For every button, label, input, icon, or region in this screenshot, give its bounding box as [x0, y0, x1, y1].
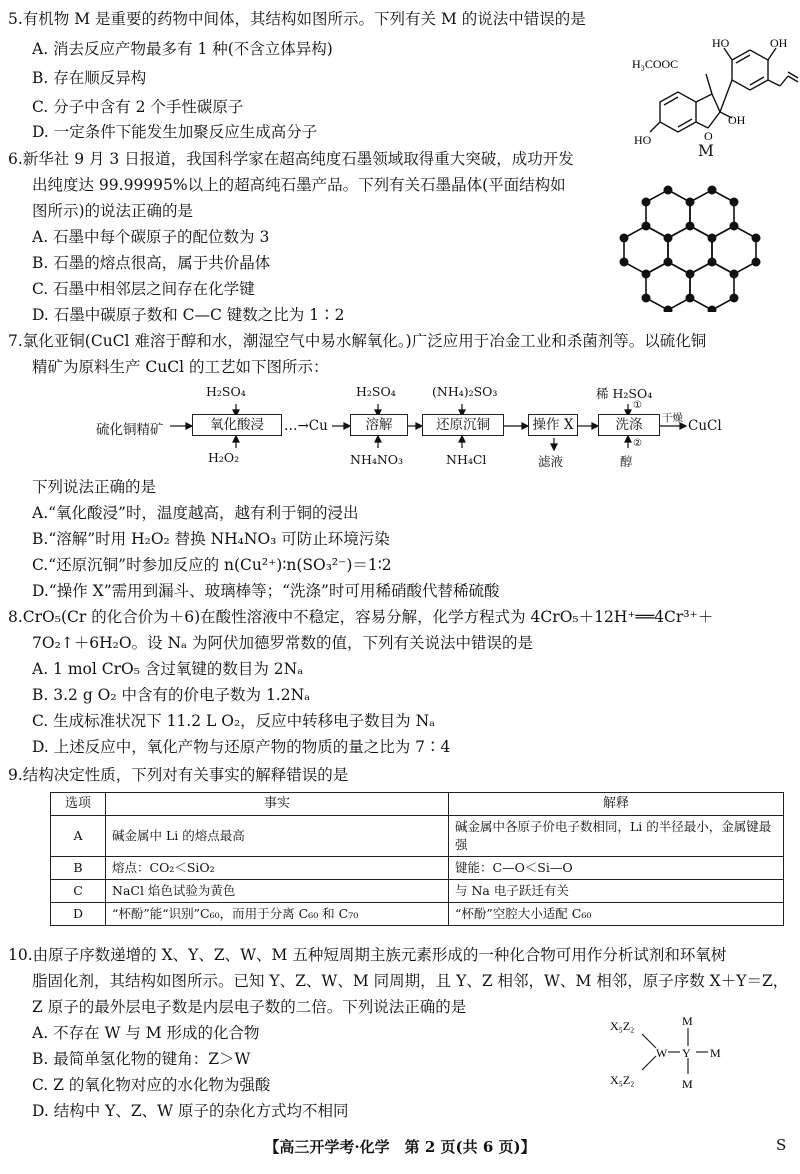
- flow-step-2: ②: [633, 438, 642, 449]
- flow-b1-top: H₂SO₄: [206, 384, 246, 399]
- q8-option-a: A. 1 mol CrO₅ 含过氧键的数目为 2Nₐ: [32, 660, 304, 678]
- q10-xz-top: X₅Z₂: [610, 1019, 635, 1033]
- table-header-row: [51, 793, 784, 816]
- row-explanation: “杯酚”空腔大小适配 C₆₀: [449, 903, 784, 926]
- q7-lead: 下列说法正确的是: [32, 478, 157, 496]
- q9-table: [50, 792, 784, 926]
- q6-stem-line2: 出纯度达 99.99995%以上的超高纯石墨产品。下列有关石墨晶体(平面结构如: [32, 176, 566, 194]
- q8-stem-line2: 7O₂↑＋6H₂O。设 Nₐ 为阿伏加德罗常数的值，下列有关说法中错误的是: [32, 634, 533, 652]
- m-label-g6: HO: [634, 133, 652, 147]
- q6-option-d: D. 石墨中碳原子数和 C—C 键数之比为 1∶2: [32, 306, 345, 324]
- q6-option-a: A. 石墨中每个碳原子的配位数为 3: [32, 228, 270, 246]
- q10-y: Y: [682, 1046, 691, 1060]
- flow-b3-bottom: NH₄Cl: [446, 452, 487, 467]
- flow-step-1: ①: [633, 400, 642, 411]
- row-explanation: 碱金属中各原子价电子数相同，Li 的半径最小，金属键最强: [449, 816, 784, 857]
- table-row: [51, 857, 784, 880]
- flow-b1-bottom: H₂O₂: [208, 450, 240, 465]
- m-label-g5: O: [704, 129, 713, 143]
- flow-b3-top: (NH₄)₂SO₃: [432, 384, 498, 399]
- table-row: [51, 903, 784, 926]
- row-option: D: [51, 903, 106, 926]
- q7-stem-line2: 精矿为原料生产 CuCl 的工艺如下图所示：: [32, 358, 329, 376]
- row-fact: 熔点：CO₂＜SiO₂: [106, 857, 449, 880]
- row-option: B: [51, 857, 106, 880]
- q8-option-d: D. 上述反应中，氧化产物与还原产物的物质的量之比为 7∶4: [32, 738, 451, 756]
- q8-option-c: C. 生成标准状况下 11.2 L O₂，反应中转移电子数目为 Nₐ: [32, 712, 436, 730]
- m-label-g4: OH: [728, 113, 746, 127]
- row-option: C: [51, 880, 106, 903]
- q6-stem-line3: 图所示)的说法正确的是: [32, 202, 194, 220]
- row-explanation: 键能：C—O＜Si—O: [449, 857, 784, 880]
- row-option: A: [51, 816, 106, 857]
- page-corner-mark: S: [776, 1136, 787, 1154]
- row-fact: 碱金属中 Li 的熔点最高: [106, 816, 449, 857]
- q8-stem-line1: 8.CrO₅(Cr 的化合价为＋6)在酸性溶液中不稳定，容易分解，化学方程式为 4CrO₅＋12H⁺══4Cr³⁺＋: [8, 608, 714, 626]
- col-header-fact: 事实: [106, 793, 449, 816]
- table-row: [51, 816, 784, 857]
- m-label-g1: HO: [712, 36, 730, 50]
- row-explanation: 与 Na 电子跃迁有关: [449, 880, 784, 903]
- q5-stem: 5.有机物 M 是重要的药物中间体，其结构如图所示。下列有关 M 的说法中错误的是: [8, 10, 586, 28]
- col-header-explanation: 解释: [449, 793, 784, 816]
- table-row: [51, 880, 784, 903]
- q9-stem: 9.结构决定性质，下列对有关事实的解释错误的是: [8, 766, 349, 784]
- flow-dry: 干燥: [662, 412, 683, 424]
- q10-structure: [610, 1012, 770, 1092]
- m-label-g2: OH: [770, 36, 788, 50]
- flow-b2-bottom: NH₄NO₃: [350, 452, 404, 467]
- flow-end: CuCl: [688, 418, 722, 434]
- q5-option-a: A. 消去反应产物最多有 1 种(不含立体异构): [32, 40, 333, 58]
- q10-xz-bottom: X₅Z₂: [610, 1073, 635, 1087]
- flow-box-wash: 洗涤: [598, 414, 660, 436]
- flow-b2-top: H₂SO₄: [356, 384, 396, 399]
- q7-option-a: A.“氧化酸浸”时，温度越高，越有利于铜的浸出: [32, 504, 359, 522]
- page-footer: 【高三开学考·化学 第 2 页(共 6 页)】: [264, 1138, 536, 1156]
- flow-b5-top: 稀 H₂SO₄: [596, 386, 653, 401]
- flow-box-oxidation-leach: 氧化酸浸: [192, 414, 282, 436]
- flow-b4-bottom: 滤液: [538, 454, 564, 469]
- q10-option-d: D. 结构中 Y、Z、W 原子的杂化方式均不相同: [32, 1102, 349, 1120]
- q5-option-d: D. 一定条件下能发生加聚反应生成高分子: [32, 123, 318, 141]
- flow-start: 硫化铜精矿: [96, 422, 164, 438]
- q10-stem-line3: Z 原子的最外层电子数是内层电子数的二倍。下列说法正确的是: [32, 998, 467, 1016]
- q7-option-d: D.“操作 X”需用到漏斗、玻璃棒等；“洗涤”时可用稀硝酸代替稀硫酸: [32, 582, 500, 600]
- q8-option-b: B. 3.2 g O₂ 中含有的价电子数为 1.2Nₐ: [32, 686, 311, 704]
- q5-option-c: C. 分子中含有 2 个手性碳原子: [32, 98, 244, 116]
- flow-box-dissolve: 溶解: [350, 414, 408, 436]
- m-label-g3: H₃COOC: [632, 57, 679, 71]
- q10-option-a: A. 不存在 W 与 M 形成的化合物: [32, 1024, 260, 1042]
- q10-option-b: B. 最简单氢化物的键角：Z＞W: [32, 1050, 251, 1068]
- row-fact: “杯酚”能“识别”C₆₀，而用于分离 C₆₀ 和 C₇₀: [106, 903, 449, 926]
- q7-stem-line1: 7.氯化亚铜(CuCl 难溶于醇和水，潮湿空气中易水解氧化。)广泛应用于冶金工业和杀菌剂等。以硫化铜: [8, 332, 707, 350]
- flow-mid: …→Cu: [284, 418, 328, 434]
- q5-option-b: B. 存在顺反异构: [32, 69, 147, 87]
- q10-stem-line2: 脂固化剂，其结构如图所示。已知 Y、Z、W、M 同周期，且 Y、Z 相邻，W、M 相邻，原子序数 X＋Y＝Z，: [32, 972, 789, 990]
- molecule-label: M: [698, 142, 714, 160]
- q6-option-b: B. 石墨的熔点很高，属于共价晶体: [32, 254, 271, 272]
- q10-m-bottom: M: [682, 1077, 693, 1091]
- row-fact: NaCl 焰色试验为黄色: [106, 880, 449, 903]
- flow-b5-bottom: 醇: [620, 454, 633, 469]
- q6-stem-line1: 6.新华社 9 月 3 日报道，我国科学家在超高纯度石墨领域取得重大突破，成功开发: [8, 150, 574, 168]
- graphite-structure: [618, 182, 778, 312]
- q10-stem-line1: 10.由原子序数递增的 X、Y、Z、W、M 五种短周期主族元素形成的一种化合物可用作分析试剂和环氧树: [8, 946, 727, 964]
- q10-m-right: M: [710, 1046, 721, 1060]
- q7-option-b: B.“溶解”时用 H₂O₂ 替换 NH₄NO₃ 可防止环境污染: [32, 530, 390, 548]
- q6-option-c: C. 石墨中相邻层之间存在化学键: [32, 280, 255, 298]
- col-header-option: 选项: [51, 793, 106, 816]
- flow-box-operation-x: 操作 X: [528, 414, 578, 436]
- q7-option-c: C.“还原沉铜”时参加反应的 n(Cu²⁺)∶n(SO₃²⁻)＝1∶2: [32, 556, 392, 574]
- q10-w: W: [656, 1046, 668, 1060]
- flow-box-reduce: 还原沉铜: [422, 414, 504, 436]
- q10-option-c: C. Z 的氧化物对应的水化物为强酸: [32, 1076, 271, 1094]
- q10-m-top: M: [682, 1014, 693, 1028]
